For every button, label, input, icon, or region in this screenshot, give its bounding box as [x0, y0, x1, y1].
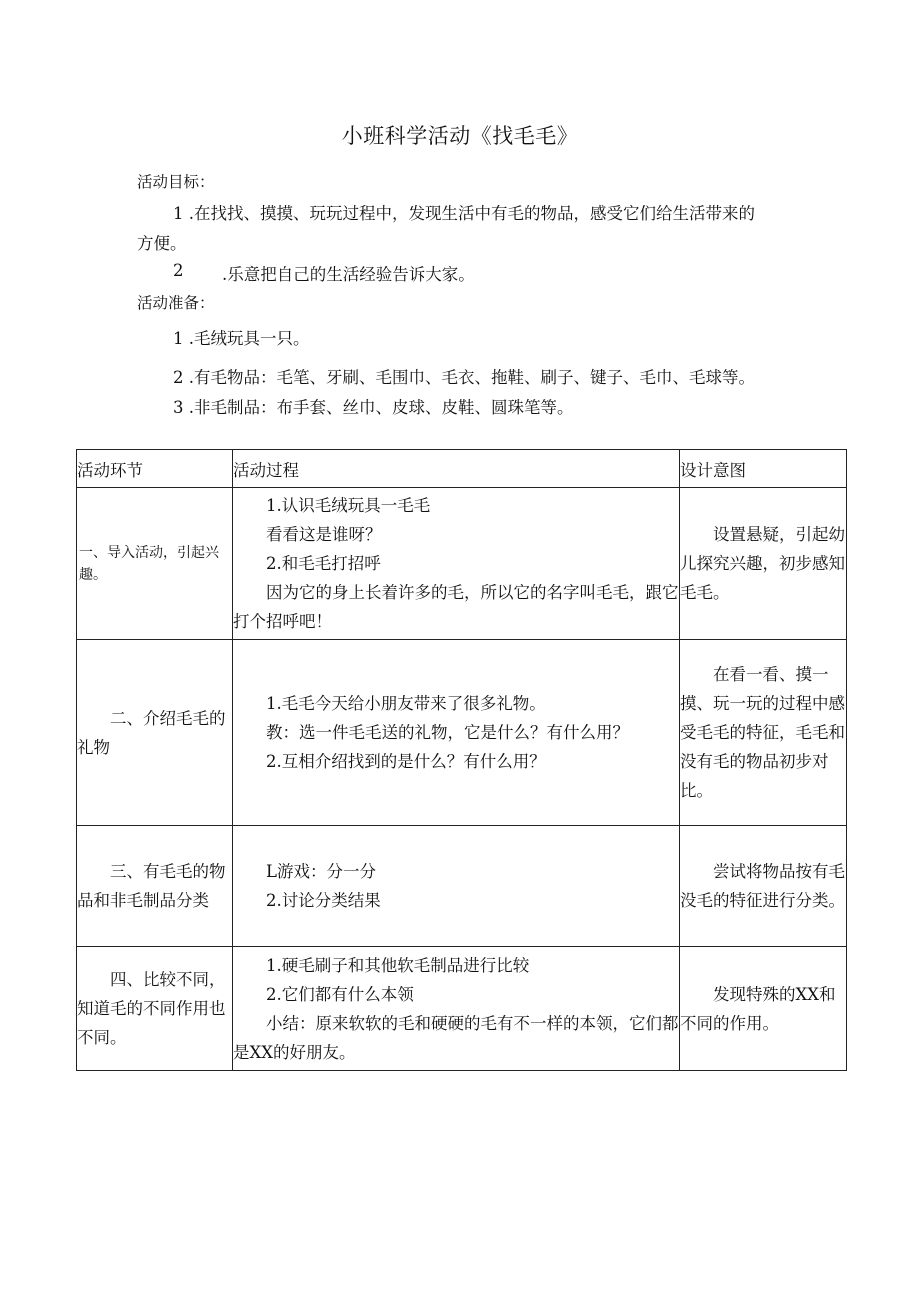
prep-heading: 活动准备： [137, 294, 215, 312]
process-line: 2.互相介绍找到的是什么？有什么用？ [266, 752, 546, 771]
process-line: 因为它的身上长着许多的毛，所以它的名字叫毛毛，跟它打个招呼吧！ [233, 583, 679, 631]
stage-cell: 三、有毛毛的物品和非毛制品分类 [77, 826, 233, 947]
process-line: 1.硬毛刷子和其他软毛制品进行比较 [266, 955, 530, 975]
process-line: 2.和毛毛打招呼 [266, 554, 381, 573]
intent-cell: 发现特殊的XX和不同的作用。 [680, 947, 847, 1071]
prep-item-1: 1 .毛绒玩具一只。 [173, 329, 310, 348]
process-cell [233, 947, 680, 1071]
goal-item-2: .乐意把自己的生活经验告诉大家。 [222, 265, 475, 284]
header-stage: 活动环节 [77, 450, 233, 488]
table-header-row [77, 450, 847, 488]
process-line: 看看这是谁呀？ [266, 525, 382, 544]
process-line: 2.讨论分类结果 [266, 891, 381, 910]
process-line: 1.毛毛今天给小朋友带来了很多礼物。 [266, 694, 546, 713]
goal-item-1: 1 .在找找、摸摸、玩玩过程中，发现生活中有毛的物品，感受它们给生活带来的 [173, 204, 755, 223]
goals-heading: 活动目标： [137, 173, 215, 191]
process-cell [233, 826, 680, 947]
header-intent: 设计意图 [680, 450, 847, 488]
process-cell [233, 640, 680, 826]
process-line: 小结：原来软软的毛和硬硬的毛有不一样的本领，它们都是XX的好朋友。 [233, 1013, 679, 1062]
table-row [77, 947, 847, 1071]
goal-item-2-number: 2 [173, 261, 184, 280]
process-line: 教：选一件毛毛送的礼物，它是什么？有什么用？ [266, 723, 629, 742]
intent-cell: 在看一看、摸一摸、玩一玩的过程中感受毛毛的特征，毛毛和没有毛的物品初步对比。 [680, 640, 847, 826]
table-row [77, 826, 847, 947]
activity-table [76, 449, 847, 1071]
process-line: 1.认识毛绒玩具一毛毛 [266, 496, 431, 515]
table-row [77, 488, 847, 640]
document-title: 小班科学活动《找毛毛》 [341, 124, 579, 148]
table-row [77, 640, 847, 826]
header-process: 活动过程 [233, 450, 680, 488]
process-line: L游戏：分一分 [266, 862, 376, 881]
stage-cell: 四、比较不同，知道毛的不同作用也不同。 [77, 947, 233, 1071]
intent-cell: 尝试将物品按有毛没毛的特征进行分类。 [680, 826, 847, 947]
stage-cell: 二、介绍毛毛的礼物 [77, 640, 233, 826]
process-line: 2.它们都有什么本领 [266, 984, 414, 1004]
stage-cell: 一、导入活动，引起兴趣。 [77, 488, 233, 640]
prep-item-2: 2 .有毛物品：毛笔、牙刷、毛围巾、毛衣、拖鞋、刷子、键子、毛巾、毛球等。 [173, 368, 755, 387]
prep-item-3: 3 .非毛制品：布手套、丝巾、皮球、皮鞋、圆珠笔等。 [173, 398, 574, 417]
intent-cell: 设置悬疑，引起幼儿探究兴趣，初步感知毛毛。 [680, 488, 847, 640]
goal-item-1-continued: 方便。 [137, 234, 187, 253]
process-cell [233, 488, 680, 640]
